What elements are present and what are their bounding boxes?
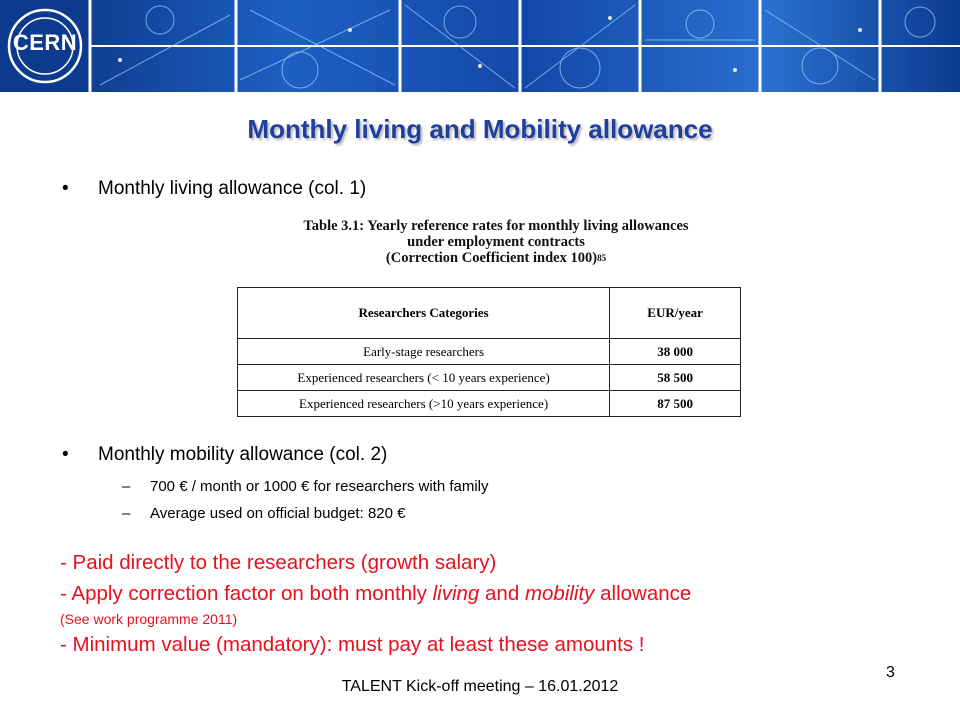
table-row — [238, 391, 741, 417]
bullet-marker: • — [62, 444, 69, 465]
table-cell: Experienced researchers (< 10 years experience) — [238, 365, 610, 391]
note-text: allowance — [594, 582, 692, 605]
table-caption-line: under employment contracts — [407, 234, 585, 250]
table-caption-line: Table 3.1: Yearly reference rates for monthly living allowances — [303, 218, 689, 234]
note-minimum-value: - Minimum value (mandatory): must pay at least these amounts ! — [60, 633, 645, 656]
footnote-marker: 85 — [597, 253, 607, 263]
sub-bullet-text: 700 € / month or 1000 € for researchers with family — [150, 478, 489, 495]
slide-title: Monthly living and Mobility allowance — [247, 114, 713, 144]
header-banner — [0, 0, 960, 92]
table-caption-text: (Correction Coefficient index 100) — [385, 250, 598, 266]
table-cell: Experienced researchers (>10 years experience) — [238, 391, 610, 417]
cern-logo-text: CERN — [12, 30, 78, 55]
note-correction-factor — [60, 582, 691, 606]
table-cell: 58 500 — [610, 365, 741, 391]
rates-table — [237, 287, 741, 417]
note-emphasis: living — [432, 582, 480, 605]
table-cell: 87 500 — [610, 391, 741, 417]
table-caption — [236, 218, 756, 266]
banner-graphic — [0, 0, 960, 92]
table-caption-line — [236, 250, 756, 266]
note-text: - Apply correction factor on both monthly — [60, 582, 433, 605]
bullet-marker: • — [62, 178, 69, 199]
bullet-text: Monthly mobility allowance (col. 2) — [98, 444, 388, 465]
table-header-cell: EUR/year — [610, 288, 741, 339]
table-row — [238, 365, 741, 391]
table-cell: Early-stage researchers — [238, 339, 610, 365]
note-paid-directly: - Paid directly to the researchers (growth salary) — [60, 551, 497, 574]
sub-bullet-marker: – — [122, 505, 131, 522]
footer-text: TALENT Kick-off meeting – 16.01.2012 — [341, 678, 619, 695]
table-row — [238, 339, 741, 365]
table-cell: 38 000 — [610, 339, 741, 365]
sub-bullet-marker: – — [122, 478, 131, 495]
sub-bullet-text: Average used on official budget: 820 € — [150, 505, 406, 522]
bullet-text: Monthly living allowance (col. 1) — [98, 178, 367, 199]
note-emphasis: mobility — [524, 582, 595, 605]
note-text: and — [479, 582, 525, 605]
table-header-row — [238, 288, 741, 339]
note-work-programme: (See work programme 2011) — [60, 611, 238, 627]
table-header-cell: Researchers Categories — [238, 288, 610, 339]
page-number: 3 — [886, 664, 895, 681]
